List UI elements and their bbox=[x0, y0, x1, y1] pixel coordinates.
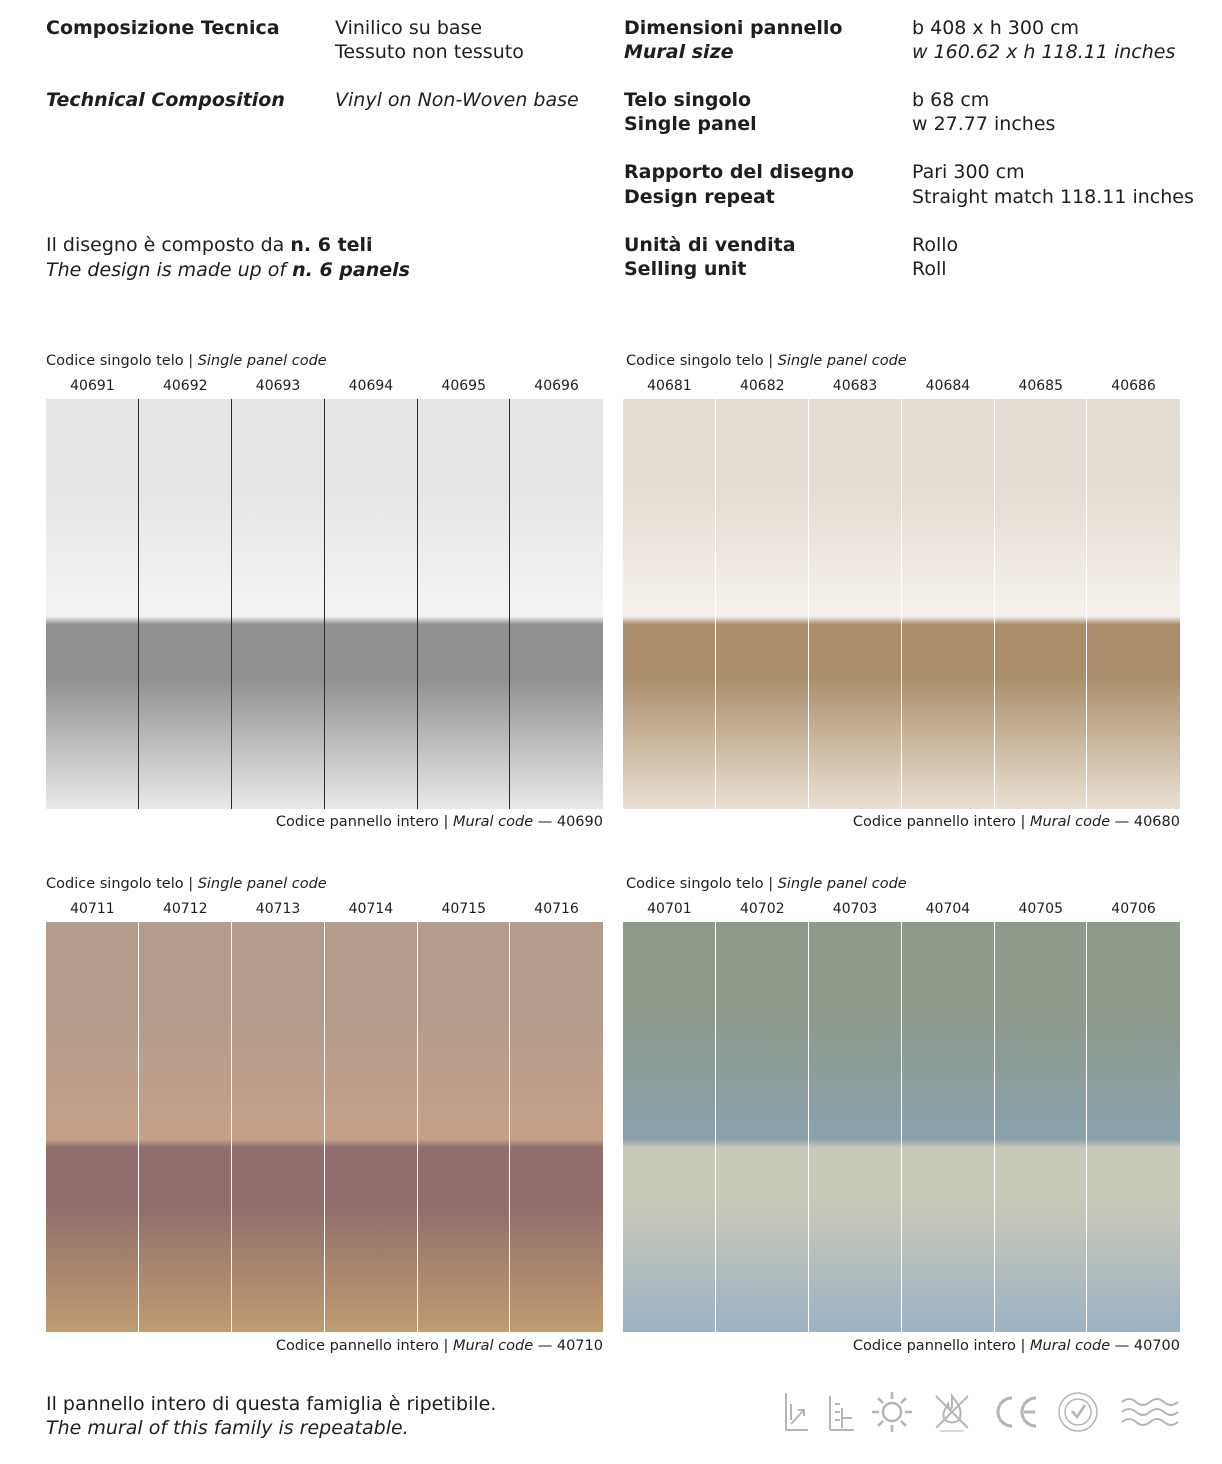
composition-en-label: Technical Composition bbox=[46, 89, 285, 111]
panel-divider bbox=[808, 922, 809, 1332]
panel-codes-row bbox=[46, 900, 603, 918]
mural-size-en-label: Mural size bbox=[624, 41, 734, 63]
panel-code: 40715 bbox=[441, 901, 486, 917]
panel-code: 40685 bbox=[1018, 378, 1063, 394]
composition-it-value-2: Tessuto non tessuto bbox=[335, 41, 524, 63]
mural-code-sep: — bbox=[1110, 1338, 1134, 1354]
panel-divider bbox=[417, 399, 418, 809]
ce-mark-icon bbox=[990, 1390, 1042, 1434]
mural-code-sep: — bbox=[1110, 814, 1134, 830]
single-panel-en-label: Single panel bbox=[624, 113, 757, 135]
composition-en-value: Vinyl on Non-Woven base bbox=[335, 89, 579, 111]
panel-code: 40696 bbox=[534, 378, 579, 394]
washable-icon bbox=[1120, 1390, 1182, 1434]
panel-code: 40705 bbox=[1018, 901, 1063, 917]
mural-size-it-label: Dimensioni pannello bbox=[624, 17, 843, 39]
mural-code-label-en: Mural code bbox=[452, 1338, 534, 1354]
single-panel-code-label bbox=[46, 875, 327, 893]
mural-code-label-it: Codice pannello intero | bbox=[852, 1338, 1030, 1354]
mural-size-value-in: w 160.62 x h 118.11 inches bbox=[912, 41, 1176, 63]
repeatable-note-en: The mural of this family is repeatable. bbox=[46, 1417, 409, 1439]
selling-unit-en-label: Selling unit bbox=[624, 258, 747, 280]
mural-code-label-en: Mural code bbox=[452, 814, 534, 830]
panel-codes-row bbox=[623, 377, 1180, 395]
panel-divider bbox=[1086, 399, 1087, 809]
single-panel-code-label-it: Codice singolo telo | bbox=[626, 876, 778, 892]
panel-code: 40701 bbox=[647, 901, 692, 917]
mural-code-label-en: Mural code bbox=[1029, 814, 1111, 830]
panel-code: 40682 bbox=[739, 378, 785, 394]
panel-divider bbox=[417, 922, 418, 1332]
design-en-count: n. 6 panels bbox=[292, 259, 410, 281]
panel-divider bbox=[901, 399, 902, 809]
single-panel-code-label bbox=[626, 352, 907, 370]
mural-code-sep: — bbox=[533, 814, 557, 830]
mural-code-label bbox=[853, 1337, 1180, 1355]
panel-divider bbox=[994, 922, 995, 1332]
design-repeat-it-label: Rapporto del disegno bbox=[624, 161, 854, 183]
mural-code-value: 40710 bbox=[556, 1338, 603, 1354]
panel-codes-row bbox=[623, 900, 1180, 918]
panel-code: 40713 bbox=[255, 901, 301, 917]
single-panel-code-label-en: Single panel code bbox=[197, 876, 327, 892]
panel-divider bbox=[231, 922, 232, 1332]
mural-code-sep: — bbox=[533, 1338, 557, 1354]
single-panel-code-label-en: Single panel code bbox=[197, 353, 327, 369]
single-panel-value-cm: b 68 cm bbox=[912, 89, 990, 111]
mural-code-value: 40700 bbox=[1133, 1338, 1180, 1354]
panel-divider bbox=[231, 399, 232, 809]
panel-divider bbox=[138, 399, 139, 809]
panel-divider bbox=[715, 399, 716, 809]
single-panel-code-label bbox=[626, 875, 907, 893]
panel-divider bbox=[808, 399, 809, 809]
mural-code-label-en: Mural code bbox=[1029, 1338, 1111, 1354]
panel-code: 40681 bbox=[647, 378, 692, 394]
panel-code: 40693 bbox=[255, 378, 301, 394]
panel-divider bbox=[901, 922, 902, 1332]
light-fastness-icon bbox=[870, 1390, 914, 1434]
panel-divider bbox=[138, 922, 139, 1332]
panel-code: 40711 bbox=[70, 901, 115, 917]
single-panel-code-label-it: Codice singolo telo | bbox=[46, 876, 198, 892]
design-it-text bbox=[46, 233, 373, 257]
composition-it-label: Composizione Tecnica bbox=[46, 17, 280, 39]
mural-code-label-it: Codice pannello intero | bbox=[275, 814, 453, 830]
selling-unit-it-label: Unità di vendita bbox=[624, 234, 796, 256]
design-en-prefix: The design is made up of bbox=[46, 259, 293, 281]
composition-it-value-1: Vinilico su base bbox=[335, 17, 483, 39]
single-panel-value-in: w 27.77 inches bbox=[912, 113, 1056, 135]
panel-code: 40691 bbox=[70, 378, 115, 394]
mural-image-gray bbox=[46, 399, 603, 809]
panel-code: 40684 bbox=[925, 378, 971, 394]
product-feature-icons bbox=[780, 1390, 1185, 1436]
design-repeat-value-en: Straight match 118.11 inches bbox=[912, 186, 1194, 208]
design-repeat-value-it: Pari 300 cm bbox=[912, 161, 1025, 183]
mural-code-label bbox=[276, 813, 603, 831]
single-panel-code-label-it: Codice singolo telo | bbox=[46, 353, 198, 369]
repeatable-note-it: Il pannello intero di questa famiglia è ripetibile. bbox=[46, 1393, 497, 1415]
mural-code-label-it: Codice pannello intero | bbox=[275, 1338, 453, 1354]
mural-image-rose bbox=[46, 922, 603, 1332]
panel-code: 40692 bbox=[162, 378, 208, 394]
single-panel-code-label bbox=[46, 352, 327, 370]
panel-divider bbox=[509, 922, 510, 1332]
single-panel-code-label-en: Single panel code bbox=[777, 353, 907, 369]
panel-code: 40703 bbox=[832, 901, 878, 917]
mural-code-label bbox=[853, 813, 1180, 831]
straight-match-icon bbox=[824, 1390, 858, 1434]
panel-divider bbox=[324, 399, 325, 809]
design-repeat-en-label: Design repeat bbox=[624, 186, 775, 208]
panel-divider bbox=[994, 399, 995, 809]
panel-code: 40702 bbox=[739, 901, 785, 917]
single-panel-code-label-it: Codice singolo telo | bbox=[626, 353, 778, 369]
mural-code-label-it: Codice pannello intero | bbox=[852, 814, 1030, 830]
mural-image-sand bbox=[623, 399, 1180, 809]
panel-code: 40706 bbox=[1111, 901, 1156, 917]
panel-codes-row bbox=[46, 377, 603, 395]
panel-code: 40695 bbox=[441, 378, 486, 394]
paste-the-wall-icon bbox=[780, 1390, 814, 1434]
panel-code: 40694 bbox=[348, 378, 394, 394]
mural-code-label bbox=[276, 1337, 603, 1355]
mural-code-value: 40690 bbox=[556, 814, 603, 830]
selling-unit-value-it: Rollo bbox=[912, 234, 959, 256]
mural-code-value: 40680 bbox=[1133, 814, 1180, 830]
design-it-prefix: Il disegno è composto da bbox=[46, 234, 291, 256]
panel-divider bbox=[324, 922, 325, 1332]
panel-divider bbox=[715, 922, 716, 1332]
design-it-count: n. 6 teli bbox=[290, 234, 373, 256]
fire-resistance-icon bbox=[930, 1390, 974, 1434]
panel-code: 40704 bbox=[925, 901, 971, 917]
panel-code: 40712 bbox=[162, 901, 208, 917]
selling-unit-value-en: Roll bbox=[912, 258, 947, 280]
single-panel-code-label-en: Single panel code bbox=[777, 876, 907, 892]
panel-divider bbox=[509, 399, 510, 809]
panel-code: 40683 bbox=[832, 378, 878, 394]
single-panel-it-label: Telo singolo bbox=[624, 89, 752, 111]
quality-seal-icon bbox=[1056, 1390, 1100, 1434]
panel-code: 40686 bbox=[1111, 378, 1156, 394]
panel-code: 40714 bbox=[348, 901, 394, 917]
design-en-text bbox=[46, 258, 410, 282]
panel-code: 40716 bbox=[534, 901, 579, 917]
mural-image-sage bbox=[623, 922, 1180, 1332]
panel-divider bbox=[1086, 922, 1087, 1332]
mural-size-value-cm: b 408 x h 300 cm bbox=[912, 17, 1080, 39]
